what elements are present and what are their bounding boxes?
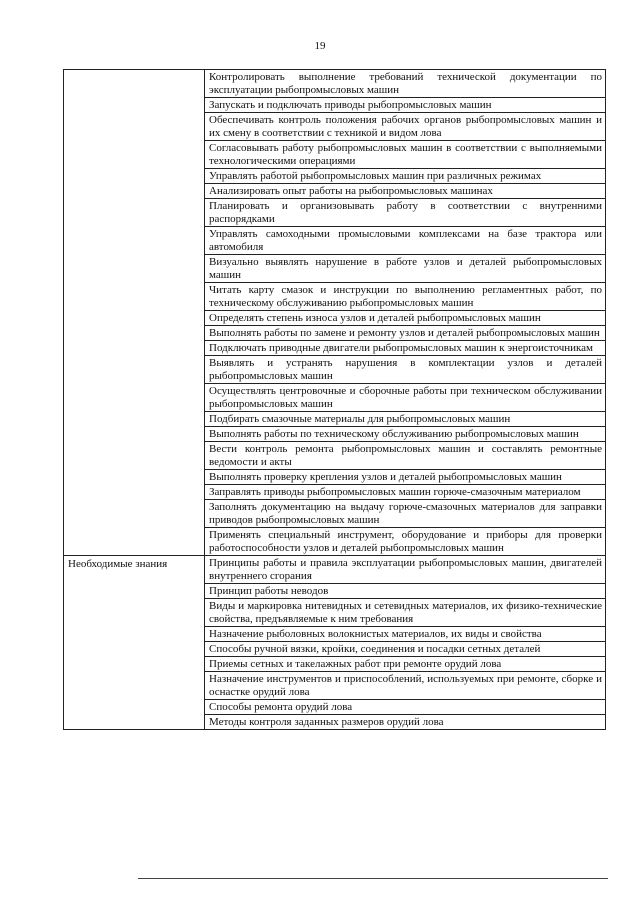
item-cell: Подбирать смазочные материалы для рыбопромысловых машин [205,412,606,427]
item-cell: Выполнять работы по замене и ремонту узлов и деталей рыбопромысловых машин [205,326,606,341]
item-cell: Управлять работой рыбопромысловых машин при различных режимах [205,169,606,184]
item-cell: Применять специальный инструмент, оборудование и приборы для проверки работоспособности узлов и деталей рыбопромысловых машин [205,528,606,556]
item-cell: Методы контроля заданных размеров орудий лова [205,715,606,730]
table-row [64,70,606,98]
item-cell: Контролировать выполнение требований технической документации по эксплуатации рыбопромысловых машин [205,70,606,98]
item-cell: Выполнять проверку крепления узлов и деталей рыбопромысловых машин [205,470,606,485]
section-label: Необходимые знания [64,556,205,730]
item-cell: Подключать приводные двигатели рыбопромысловых машин к энергоисточникам [205,341,606,356]
page-number: 19 [314,40,326,52]
item-cell: Анализировать опыт работы на рыбопромысловых машинах [205,184,606,199]
table-body [64,70,606,730]
item-cell: Выявлять и устранять нарушения в комплектации узлов и деталей рыбопромысловых машин [205,356,606,384]
item-cell: Выполнять работы по техническому обслуживанию рыбопромысловых машин [205,427,606,442]
item-cell: Осуществлять центровочные и сборочные работы при техническом обслуживании рыбопромысловых машин [205,384,606,412]
bottom-rule [138,878,608,879]
item-cell: Заполнять документацию на выдачу горюче-смазочных материалов для заправки приводов рыбопромысловых машин [205,500,606,528]
item-cell: Визуально выявлять нарушение в работе узлов и деталей рыбопромысловых машин [205,255,606,283]
item-cell: Принципы работы и правила эксплуатации рыбопромысловых машин, двигателей внутреннего сгорания [205,556,606,584]
item-cell: Назначение инструментов и приспособлений, используемых при ремонте, сборке и оснастке орудий лова [205,672,606,700]
item-cell: Планировать и организовывать работу в соответствии с внутренними распорядками [205,199,606,227]
item-cell: Виды и маркировка нитевидных и сетевидных материалов, их физико-технические свойства, предъявляемые к ним требования [205,599,606,627]
item-cell: Способы ручной вязки, кройки, соединения и посадки сетных деталей [205,642,606,657]
item-cell: Принцип работы неводов [205,584,606,599]
item-cell: Заправлять приводы рыбопромысловых машин горюче-смазочным материалом [205,485,606,500]
item-cell: Запускать и подключать приводы рыбопромысловых машин [205,98,606,113]
item-cell: Приемы сетных и такелажных работ при ремонте орудий лова [205,657,606,672]
competency-table [63,69,606,730]
item-cell: Вести контроль ремонта рыбопромысловых машин и составлять ремонтные ведомости и акты [205,442,606,470]
item-cell: Управлять самоходными промысловыми комплексами на базе трактора или автомобиля [205,227,606,255]
table-row [64,556,606,584]
item-cell: Читать карту смазок и инструкции по выполнению регламентных работ, по техническому обслуживанию рыбопромысловых машин [205,283,606,311]
item-cell: Согласовывать работу рыбопромысловых машин в соответствии с выполняемыми технологическими операциями [205,141,606,169]
item-cell: Способы ремонта орудий лова [205,700,606,715]
section-label [64,70,205,556]
item-cell: Обеспечивать контроль положения рабочих органов рыбопромысловых машин и их смену в соответствии с техникой и видом лова [205,113,606,141]
item-cell: Определять степень износа узлов и деталей рыбопромысловых машин [205,311,606,326]
item-cell: Назначение рыболовных волокнистых материалов, их виды и свойства [205,627,606,642]
